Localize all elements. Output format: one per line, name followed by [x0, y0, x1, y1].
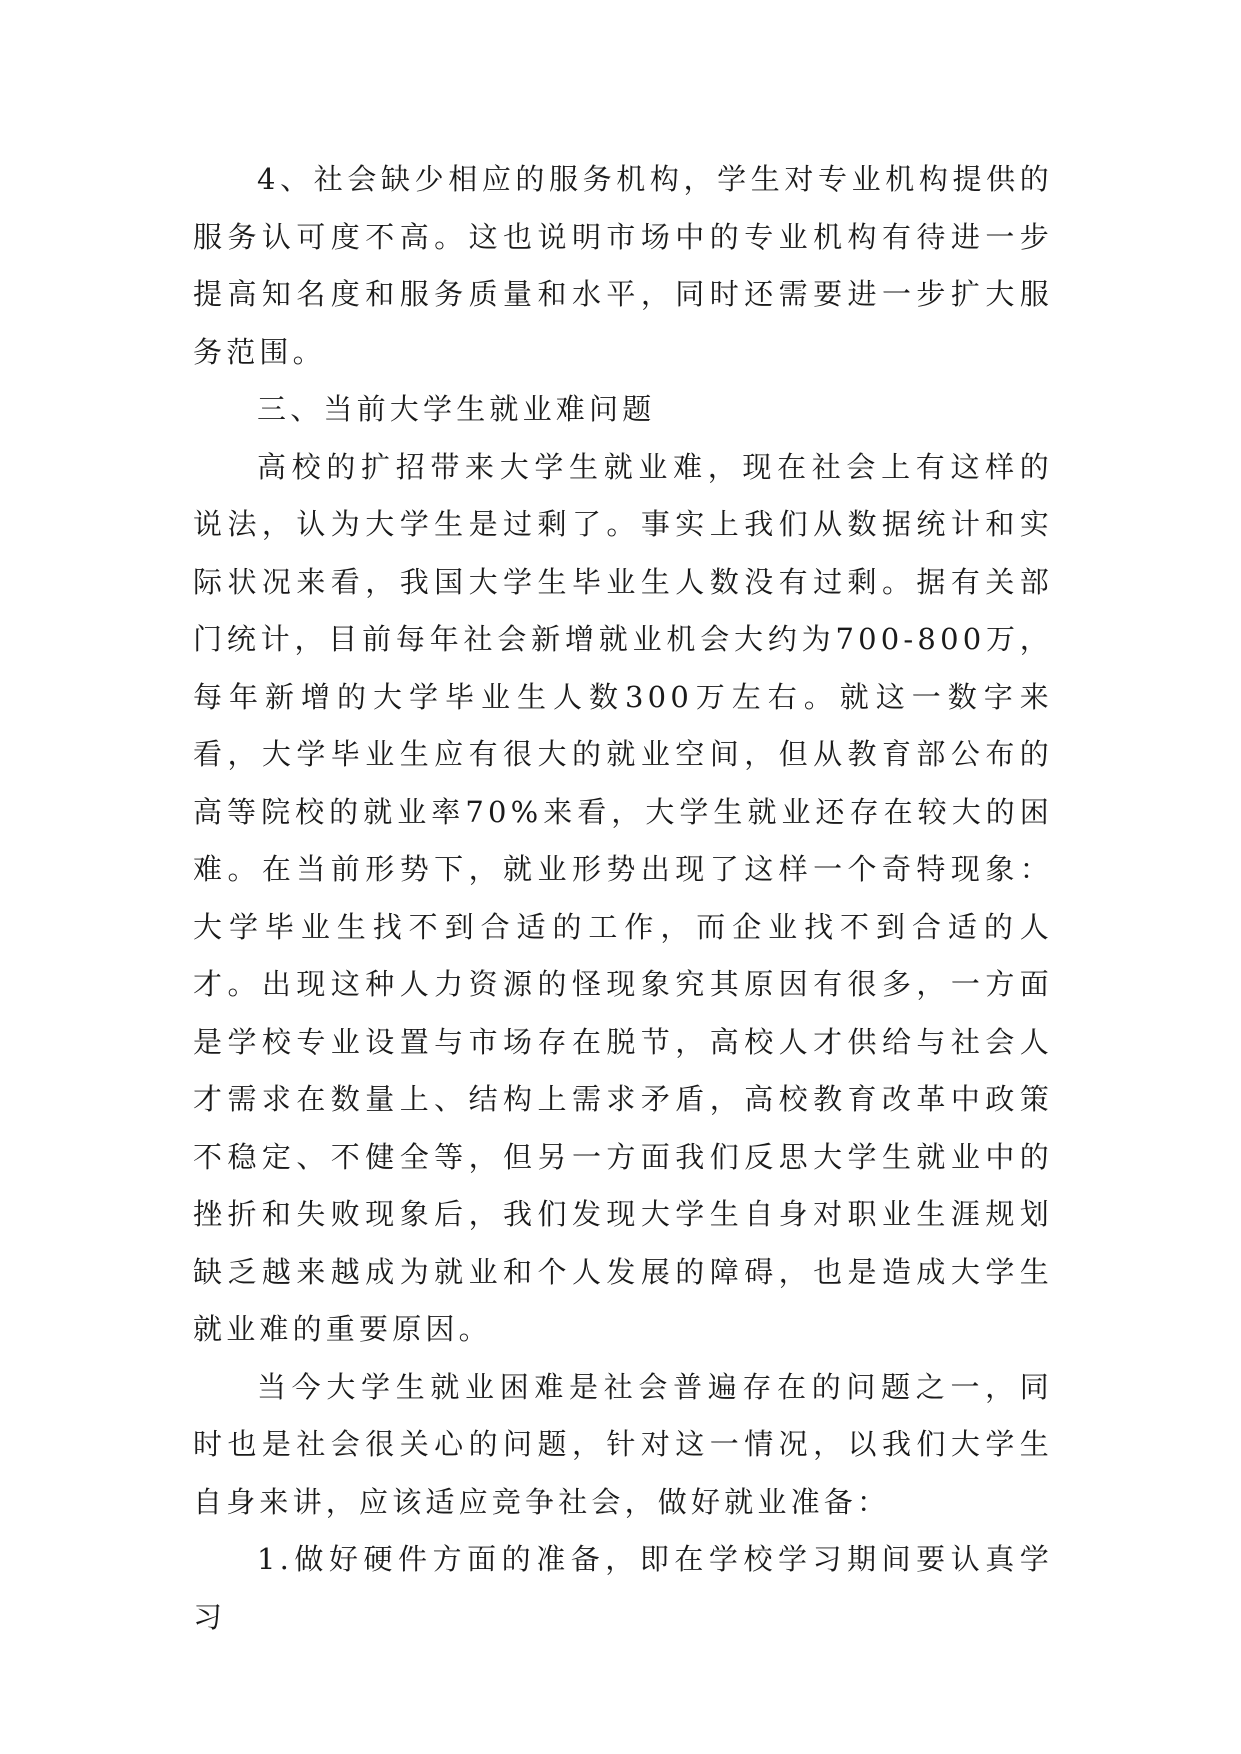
- paragraph-expansion-employment: 高校的扩招带来大学生就业难，现在社会上有这样的说法，认为大学生是过剩了。事实上我们从数据统计和实际状况来看，我国大学生毕业生人数没有过剩。据有关部门统计，目前每年社会新增就业机会大约为700-800万，每年新增的大学毕业生人数300万左右。就这一数字来看，大学毕业生应有很大的就业空间，但从教育部公布的高等院校的就业率70%来看，大学生就业还存在较大的困难。在当前形势下，就业形势出现了这样一个奇特现象：大学毕业生找不到合适的工作，而企业找不到合适的人才。出现这种人力资源的怪现象究其原因有很多，一方面是学校专业设置与市场存在脱节，高校人才供给与社会人才需求在数量上、结构上需求矛盾，高校教育改革中政策不稳定、不健全等，但另一方面我们反思大学生就业中的挫折和失败现象后，我们发现大学生自身对职业生涯规划缺乏越来越成为就业和个人发展的障碍，也是造成大学生就业难的重要原因。: [193, 449, 1053, 1346]
- document-body: [193, 151, 1053, 1646]
- paragraph-service-agencies: 4、社会缺少相应的服务机构，学生对专业机构提供的服务认可度不高。这也说明市场中的专业机构有待进一步提高知名度和服务质量和水平，同时还需要进一步扩大服务范围。: [193, 162, 1053, 369]
- paragraph-prepare-for-employment: 当今大学生就业困难是社会普遍存在的问题之一，同时也是社会很关心的问题，针对这一情况，以我们大学生自身来讲，应该适应竞争社会，做好就业准备：: [193, 1369, 1053, 1519]
- section-heading-employment-difficulty: 三、当前大学生就业难问题: [257, 392, 656, 426]
- paragraph-hardware-preparation: 1.做好硬件方面的准备，即在学校学习期间要认真学习: [193, 1542, 1053, 1634]
